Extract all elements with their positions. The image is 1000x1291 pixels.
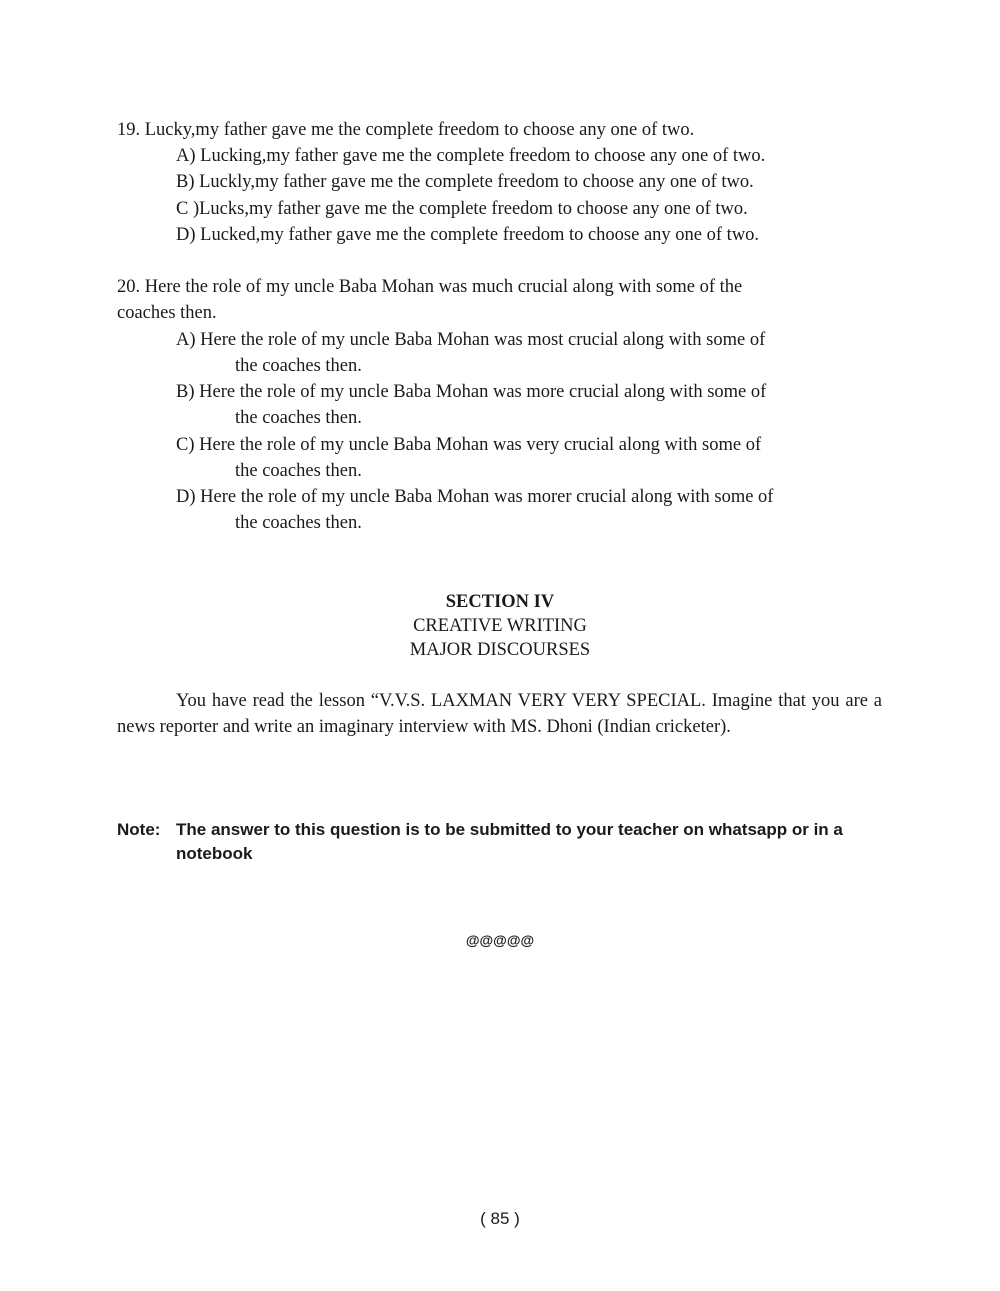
- question-20-option-c-line2: the coaches then.: [235, 461, 362, 481]
- question-20-option-a-line2: the coaches then.: [235, 356, 362, 376]
- writing-prompt: You have read the lesson “V.V.S. LAXMAN VERY VERY SPECIAL. Imagine that you are a news reporter and write an imaginary interview with MS. Dhoni (Indian cricketer).: [117, 691, 882, 737]
- question-20-stem-line1: 20. Here the role of my uncle Baba Mohan was much crucial along with some of the: [117, 277, 743, 297]
- question-20-option-a-line1: A) Here the role of my uncle Baba Mohan was most crucial along with some of: [176, 330, 766, 350]
- question-20-stem-line2: coaches then.: [117, 303, 217, 323]
- question-20-option-c-line1: C) Here the role of my uncle Baba Mohan was very crucial along with some of: [176, 435, 762, 455]
- question-20-option-b-line2: the coaches then.: [235, 408, 362, 428]
- question-19-option-d: D) Lucked,my father gave me the complete freedom to choose any one of two.: [176, 225, 760, 245]
- note-text: The answer to this question is to be submitted to your teacher on whatsapp or in a notebook: [176, 820, 843, 863]
- page-number: ( 85 ): [480, 1209, 520, 1228]
- note-label: Note:: [117, 820, 161, 839]
- section-subheading-creative-writing: CREATIVE WRITING: [413, 616, 587, 636]
- section-heading: SECTION IV: [445, 592, 555, 612]
- question-19-option-a: A) Lucking,my father gave me the complete freedom to choose any one of two.: [176, 146, 766, 166]
- question-20-option-d-line2: the coaches then.: [235, 513, 362, 533]
- question-19-option-c: C )Lucks,my father gave me the complete freedom to choose any one of two.: [176, 199, 748, 219]
- question-20-option-b-line1: B) Here the role of my uncle Baba Mohan was more crucial along with some of: [176, 382, 767, 402]
- end-separator: @@@@@: [465, 932, 535, 948]
- question-19-stem: 19. Lucky,my father gave me the complete freedom to choose any one of two.: [117, 120, 695, 140]
- question-20-option-d-line1: D) Here the role of my uncle Baba Mohan was morer crucial along with some of: [176, 487, 774, 507]
- question-19-option-b: B) Luckly,my father gave me the complete freedom to choose any one of two.: [176, 172, 754, 192]
- section-subheading-major-discourses: MAJOR DISCOURSES: [409, 640, 591, 660]
